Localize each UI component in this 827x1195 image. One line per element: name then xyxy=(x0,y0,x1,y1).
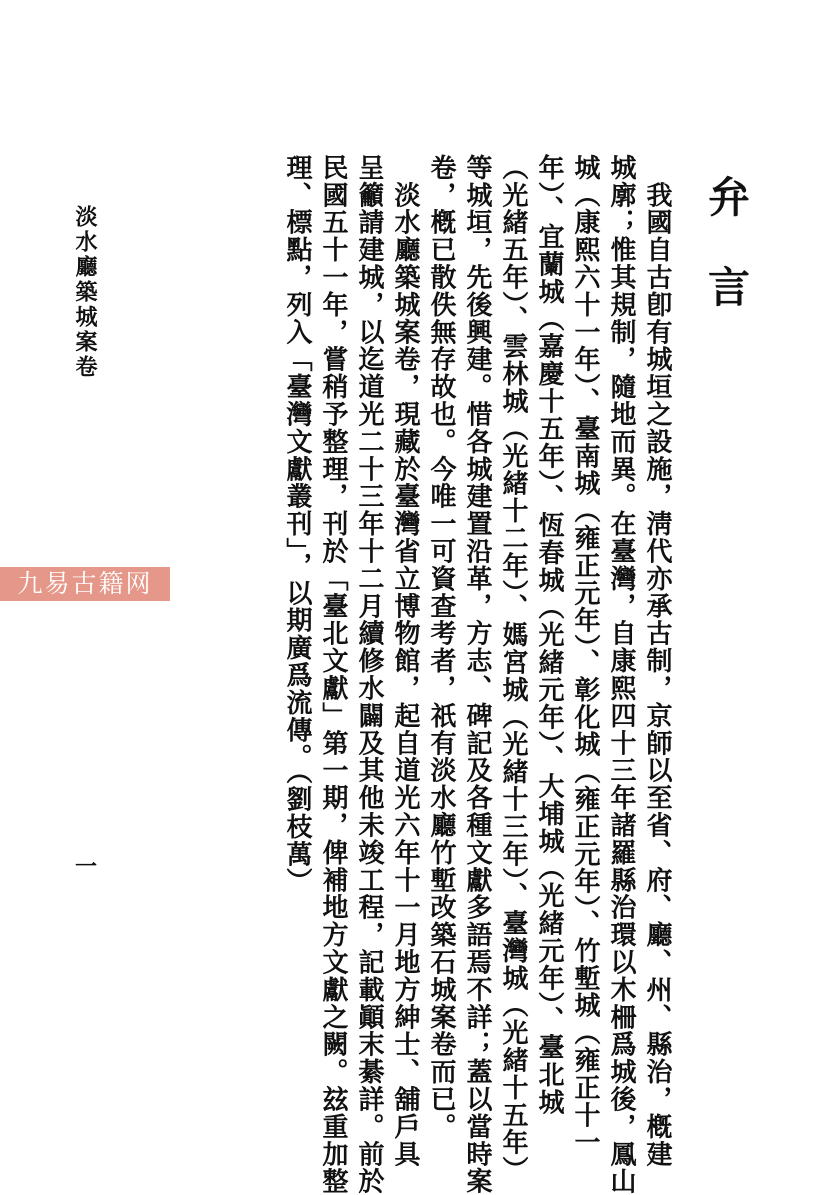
text-column-9: 呈籲請建城，以迄道光二十三年十二月續修水闢及其他未竣工程，記載顚末綦詳。前於 xyxy=(354,154,384,1195)
text-column-10: 民國五十一年，嘗稍予整理，刊於「臺北文獻」第一期，俾補地方文獻之闕。玆重加整 xyxy=(318,154,348,1195)
text-column-5: （光緒五年）、雲林城（光緒十二年）、媽宮城（光緒十三年）、臺灣城（光緒十五年） xyxy=(498,154,528,1184)
watermark-banner: 九易古籍网 xyxy=(0,567,170,601)
text-column-11: 理、標點，列入「臺灣文獻叢刊」，以期廣爲流傳。（劉枝萬） xyxy=(282,154,312,896)
text-column-4: 年）、宜蘭城（嘉慶十五年）、恆春城（光緒元年）、大埔城（光緒元年）、臺北城 xyxy=(534,154,564,1116)
text-column-3: 城（康熙六十一年）、臺南城（雍正元年）、彰化城（雍正元年）、竹塹城（雍正十一 xyxy=(570,154,600,1157)
text-column-7: 卷，槪已散佚無存故也。今唯一可資查考者，祇有淡水廳竹塹改築石城案卷而已。 xyxy=(426,154,456,1141)
text-column-6: 等城垣，先後興建。惜各城建置沿革，方志、碑記及各種文獻多語焉不詳；蓋以當時案 xyxy=(462,154,492,1195)
text-column-2: 城廓；惟其規制，隨地而異。在臺灣，自康熙四十三年諸羅縣治環以木柵爲城後，鳳山 xyxy=(606,154,636,1195)
book-title: 淡水廳築城案卷 xyxy=(72,205,98,380)
preface-heading: 弁言 xyxy=(702,175,751,355)
page-number: 一 xyxy=(75,854,98,880)
text-column-8: 淡水廳築城案卷，現藏於臺灣省立博物館，起自道光六年十一月地方紳士、舖戶具 xyxy=(390,154,420,1168)
text-column-1: 我國自古卽有城垣之設施，淸代亦承古制，京師以至省、府、廳、州、縣治，槪建 xyxy=(642,154,672,1168)
